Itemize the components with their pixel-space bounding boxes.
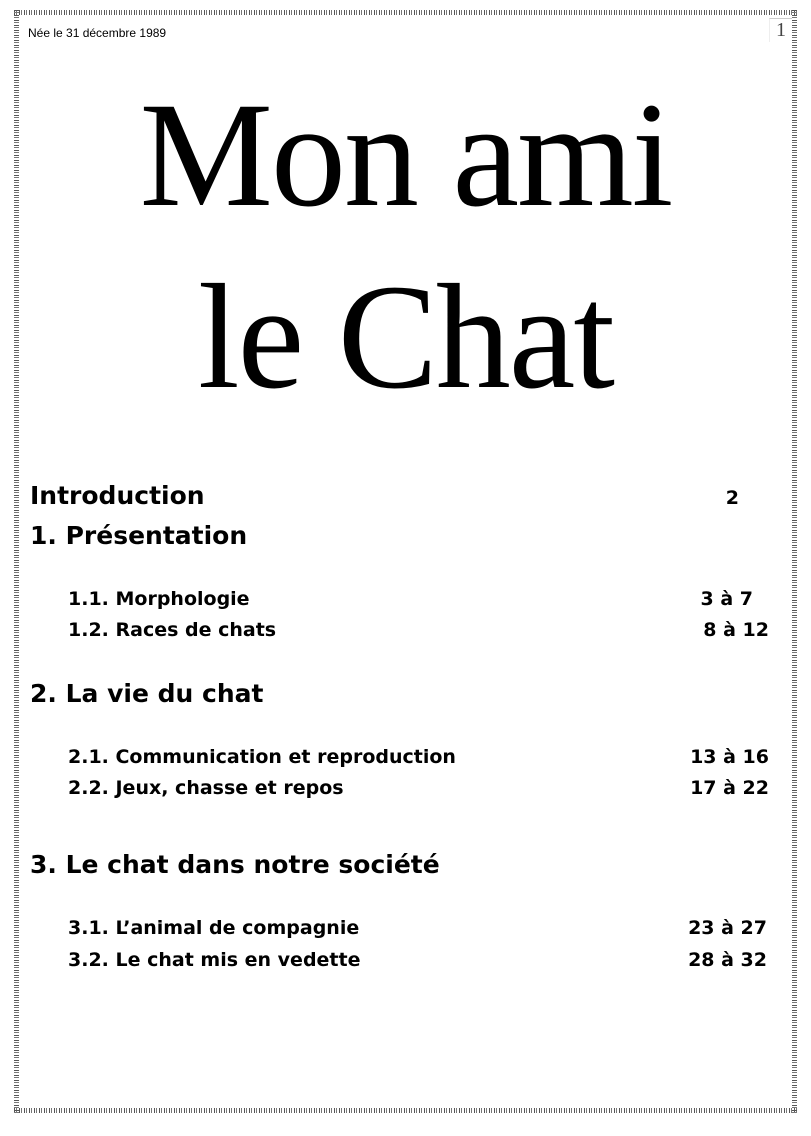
- toc-item-2-1: 2.1. Communication et reproduction: [68, 746, 456, 768]
- toc-item-3-2-pages: 28 à 32: [688, 949, 767, 971]
- toc-item-2-2: 2.2. Jeux, chasse et repos: [68, 777, 344, 799]
- toc-section-2: 2. La vie du chat: [30, 679, 264, 708]
- toc-section-1: 1. Présentation: [30, 521, 248, 550]
- toc-section-3: 3. Le chat dans notre société: [30, 850, 440, 879]
- birth-note: Née le 31 décembre 1989: [28, 26, 167, 40]
- toc-item-2-2-pages: 17 à 22: [690, 777, 769, 799]
- title-line-1: Mon ami: [139, 72, 672, 238]
- toc-item-1-2-pages: 8 à 12: [703, 619, 769, 641]
- toc-item-1-1-pages: 3 à 7: [700, 588, 753, 610]
- toc-item-2-1-pages: 13 à 16: [690, 746, 769, 768]
- toc-item-1-2: 1.2. Races de chats: [68, 619, 277, 641]
- title-line-2: le Chat: [197, 254, 614, 420]
- toc-item-3-2: 3.2. Le chat mis en vedette: [68, 949, 361, 971]
- toc-item-3-1: 3.1. L’animal de compagnie: [68, 917, 360, 939]
- page-number: 1: [769, 18, 792, 42]
- toc-item-1-1: 1.1. Morphologie: [68, 588, 250, 610]
- toc-introduction-pages: 2: [725, 487, 739, 509]
- toc-introduction: Introduction: [30, 481, 205, 510]
- toc-item-3-1-pages: 23 à 27: [688, 917, 767, 939]
